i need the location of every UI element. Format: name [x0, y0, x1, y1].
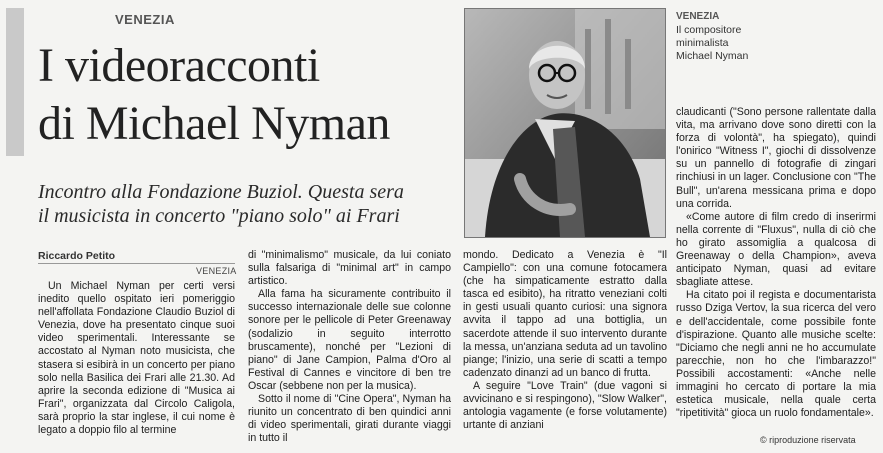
caption-kicker: VENEZIA [676, 11, 720, 22]
headline-line-2: di Michael Nyman [38, 97, 390, 150]
byline-rule [38, 263, 235, 264]
caption-line: minimalista [676, 37, 729, 49]
paragraph: di "minimalismo" musicale, da lui coniato sulla falsariga di "minimal art" in campo artistico. [248, 249, 451, 288]
headline-line-1: I videoracconti [38, 39, 320, 92]
article-column-4 [676, 106, 876, 420]
paragraph: Un Michael Nyman per certi versi inedito quello ospitato ieri pomeriggio nell'affollata Fondazione Claudio Buziol di Venezia, dove ha presentato cinque suoi video sperimentali. Interessante se accostato al Nyman noto musicista, che stasera si esibirà in un concerto per piano solo nella Basilica dei Frari alle 21.30. Ad aprire la seconda edizione di "Musica ai Frari", organizzata dal Circolo Caligola, sarà proprio la star inglese, il cui nome è legato a doppio filo al termine [38, 280, 235, 437]
subtitle-line-2: il musicista in concerto "piano solo" ai Frari [38, 205, 400, 227]
paragraph: A seguire "Love Train" (due vagoni si avvicinano e si respingono), "Slow Walker", antologia vagamente (e forse volutamente) urtante di anziani [463, 379, 667, 432]
article-column-1 [38, 280, 235, 437]
paragraph: Ha citato poi il regista e documentarista russo Dziga Vertov, la sua ricerca del vero e dell'accidentale, come possibile fonte d'ispirazione. Quanto alle musiche scelte: "Diciamo che negli anni ne ho accumulate parecchie, non ho che l'imbarazzo!" Possibili accostamenti: «Anche nelle immagini ho cercato di portare la mia estetica musicale, nella quale certa "ripetitività" gioca un ruolo fondamentale». [676, 289, 876, 420]
photo-caption [676, 24, 748, 63]
caption-line: Michael Nyman [676, 50, 749, 62]
article-column-2 [248, 249, 451, 445]
article-column-3 [463, 249, 667, 432]
copyright-notice: © riproduzione riservata [760, 435, 856, 445]
paragraph: mondo. Dedicato a Venezia è "Il Campiello": con una comune fotocamera (che ha simpaticamente estratto dalla tasca ed esibito), ha ritratto veneziani colti in gesti usuali quanto curiosi: una signora avvita il tappo ad una bottiglia, un sacerdote attende il suo intervento durante la messa, un'anziana seduta ad un tavolino piange; l'inizio, una serie di scatti a tempo cadenzato dinanzi ad un banco di frutta. [463, 249, 667, 379]
portrait-photo [464, 8, 666, 238]
subtitle-line-1: Incontro alla Fondazione Buziol. Questa sera [38, 181, 404, 203]
caption-line: Il compositore [676, 24, 742, 36]
author-byline: Riccardo Petito [38, 250, 116, 262]
section-marker-bar [6, 8, 24, 156]
paragraph: claudicanti ("Sono persone rallentate dalla vita, ma arrivano dove sono diretti con la forza di volontà", ha spiegato), quindi l'onirico "Witness I", giochi di dissolvenze su un pannello di fotografie di zingari rinchiusi in un lager. Conclusione con "The Bull", un'arena messicana prima e dopo una corrida. [676, 106, 876, 210]
section-kicker: VENEZIA [115, 12, 175, 27]
paragraph: «Come autore di film credo di inserirmi nella corrente di "Fluxus", nulla di ciò che ho girato assomiglia a qualcosa di Greenaway o della Champion», aveva anticipato Nyman, quasi ad evitare sbagliate attese. [676, 210, 876, 289]
paragraph: Sotto il nome di "Cine Opera", Nyman ha riunito un concentrato di ben quindici anni di video sperimentali, girati durante viaggi in tutto il [248, 393, 451, 445]
portrait-illustration [465, 9, 665, 237]
dateline: VENEZIA [196, 266, 237, 276]
paragraph: Alla fama ha sicuramente contribuito il successo internazionale delle sue colonne sonore per le pellicole di Peter Greenaway (sodalizio in seguito interrotto bruscamente), nonché per "Lezioni di piano" di Jane Campion, Palma d'Oro al Festival di Cannes e vincitore di ben tre Oscar (sebbene non per la musica). [248, 288, 451, 392]
